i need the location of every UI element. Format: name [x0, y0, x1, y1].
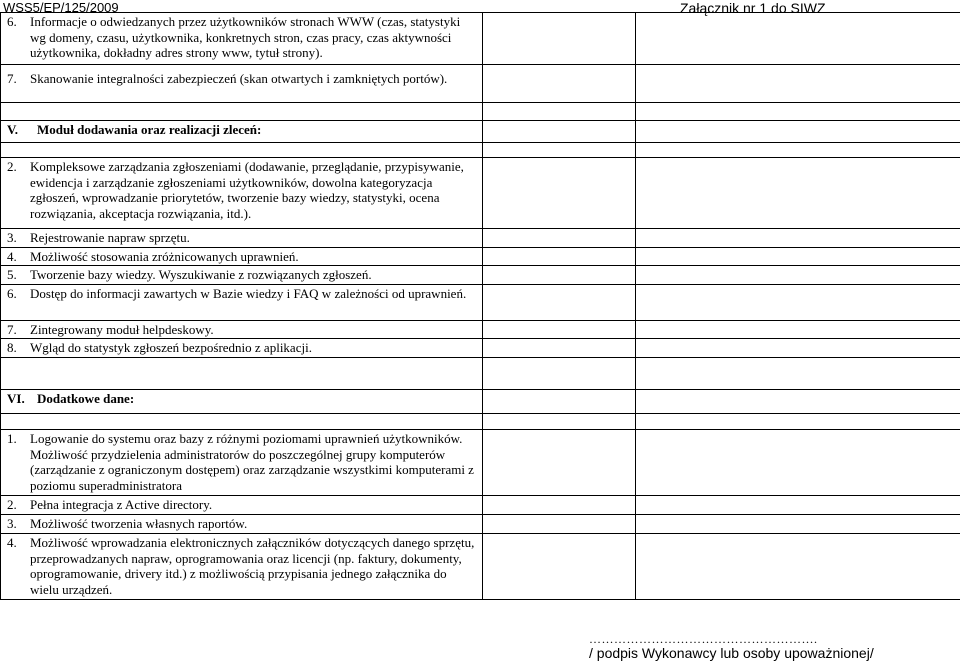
- section-title-cell: [1, 121, 483, 143]
- requirements-table: [0, 12, 960, 600]
- attachment-label: Załącznik nr 1 do SIWZ: [680, 0, 826, 16]
- item-text: Pełna integracja z Active directory.: [30, 496, 213, 512]
- remarks-cell[interactable]: [636, 514, 960, 533]
- answer-cell[interactable]: [483, 158, 636, 229]
- item-number: 4.: [7, 248, 17, 264]
- remarks-cell[interactable]: [636, 429, 960, 495]
- section-title: Dodatkowe dane:: [37, 390, 135, 406]
- answer-cell[interactable]: [483, 320, 636, 339]
- table-row: [1, 514, 960, 533]
- answer-cell[interactable]: [483, 514, 636, 533]
- table-row: [1, 429, 960, 495]
- item-number: 3.: [7, 230, 17, 245]
- item-text: Dostęp do informacji zawartych w Bazie wiedzy i FAQ w zależności od uprawnień.: [30, 285, 467, 301]
- signature-label: / podpis Wykonawcy lub osoby upoważnionej/: [589, 645, 874, 661]
- section-header-row: [1, 389, 960, 413]
- remarks-cell[interactable]: [636, 65, 960, 103]
- table-row-empty: [1, 103, 960, 121]
- item-number: 7.: [7, 321, 17, 337]
- section-number: VI.: [7, 390, 25, 406]
- table-row: [1, 247, 960, 266]
- answer-cell[interactable]: [483, 247, 636, 266]
- answer-cell[interactable]: [483, 65, 636, 103]
- item-number: 7.: [7, 71, 17, 86]
- item-text: Zintegrowany moduł helpdeskowy.: [30, 321, 214, 337]
- remarks-cell[interactable]: [636, 266, 960, 285]
- item-text: Tworzenie bazy wiedzy. Wyszukiwanie z rozwiązanych zgłoszeń.: [30, 267, 372, 283]
- item-number: 2.: [7, 159, 17, 174]
- table-row: [1, 495, 960, 514]
- item-number: 6.: [7, 14, 17, 29]
- remarks-cell[interactable]: [636, 495, 960, 514]
- requirement-cell: [1, 13, 483, 65]
- table-row-empty: [1, 413, 960, 429]
- item-number: 4.: [7, 534, 17, 550]
- item-text: Kompleksowe zarządzania zgłoszeniami (dodawanie, przeglądanie, przypisywanie, ewidencja i zarządzanie zgłoszeniami użytkowników, dowolna kategoryzacja zgłoszeń, wprowadzanie priorytetów, tworzenie bazy wiedzy, statystyki, ocena rozwiązania, akceptacja rozwiązania, itd.).: [30, 159, 464, 221]
- remarks-cell[interactable]: [636, 229, 960, 248]
- requirement-cell: [1, 158, 483, 229]
- item-text: Informacje o odwiedzanych przez użytkowników stronach WWW (czas, statystyki wg domeny, czasu, użytkownika, konkretnych stron, czas pracy, czas aktywności użytkownika, dokładny adres strony www, tytuł strony).: [30, 14, 461, 61]
- table-row: [1, 284, 960, 320]
- answer-cell[interactable]: [483, 495, 636, 514]
- item-text: Możliwość tworzenia własnych raportów.: [30, 515, 248, 531]
- table-row-empty: [1, 357, 960, 389]
- table-row: [1, 229, 960, 248]
- answer-cell[interactable]: [483, 429, 636, 495]
- signature-line: ……………………………………………….: [589, 632, 818, 646]
- table-row: [1, 13, 960, 65]
- item-text: Wgląd do statystyk zgłoszeń bezpośrednio z aplikacji.: [30, 340, 312, 356]
- item-text: Możliwość stosowania zróżnicowanych uprawnień.: [30, 248, 299, 264]
- section-number: V.: [7, 122, 18, 137]
- item-number: 8.: [7, 340, 17, 356]
- table-row-empty: [1, 143, 960, 158]
- answer-cell[interactable]: [483, 266, 636, 285]
- requirement-cell: [1, 65, 483, 103]
- table-row: [1, 65, 960, 103]
- item-number: 2.: [7, 496, 17, 512]
- section-title-cell: [1, 389, 483, 413]
- answer-cell[interactable]: [483, 284, 636, 320]
- item-text: Rejestrowanie napraw sprzętu.: [30, 230, 190, 245]
- document-id: WSS5/EP/125/2009: [3, 0, 119, 15]
- item-text: Logowanie do systemu oraz bazy z różnymi poziomami uprawnień użytkowników. Możliwość przydzielenia administratorów do poszczególnej grupy komputerów (zarządzanie z ograniczonym dostępem) oraz zarządzanie wszystkimi komputerami z poziomu superadministratora: [30, 430, 474, 493]
- item-text: Skanowanie integralności zabezpieczeń (skan otwartych i zamkniętych portów).: [30, 71, 448, 86]
- answer-cell[interactable]: [483, 533, 636, 599]
- remarks-cell[interactable]: [636, 247, 960, 266]
- table-row: [1, 339, 960, 358]
- table-row: [1, 320, 960, 339]
- answer-cell[interactable]: [483, 13, 636, 65]
- item-text: Możliwość wprowadzania elektronicznych załączników dotyczących danego sprzętu, przeprowadzanych napraw, oprogramowania oraz licencji (np. faktury, dokumenty, oprogramowanie, drivery itd.) z możliwością przypisania jednego załącznika do wielu urządzeń.: [30, 534, 475, 597]
- section-header-row: [1, 121, 960, 143]
- table-row: [1, 266, 960, 285]
- remarks-cell[interactable]: [636, 533, 960, 599]
- section-title: Moduł dodawania oraz realizacji zleceń:: [37, 122, 262, 137]
- remarks-cell[interactable]: [636, 158, 960, 229]
- answer-cell[interactable]: [483, 229, 636, 248]
- remarks-cell[interactable]: [636, 284, 960, 320]
- remarks-cell[interactable]: [636, 339, 960, 358]
- remarks-cell[interactable]: [636, 320, 960, 339]
- table-row: [1, 533, 960, 599]
- table-row: [1, 158, 960, 229]
- item-number: 3.: [7, 515, 17, 531]
- remarks-cell[interactable]: [636, 13, 960, 65]
- answer-cell[interactable]: [483, 339, 636, 358]
- item-number: 6.: [7, 285, 17, 301]
- item-number: 1.: [7, 430, 17, 446]
- item-number: 5.: [7, 267, 17, 283]
